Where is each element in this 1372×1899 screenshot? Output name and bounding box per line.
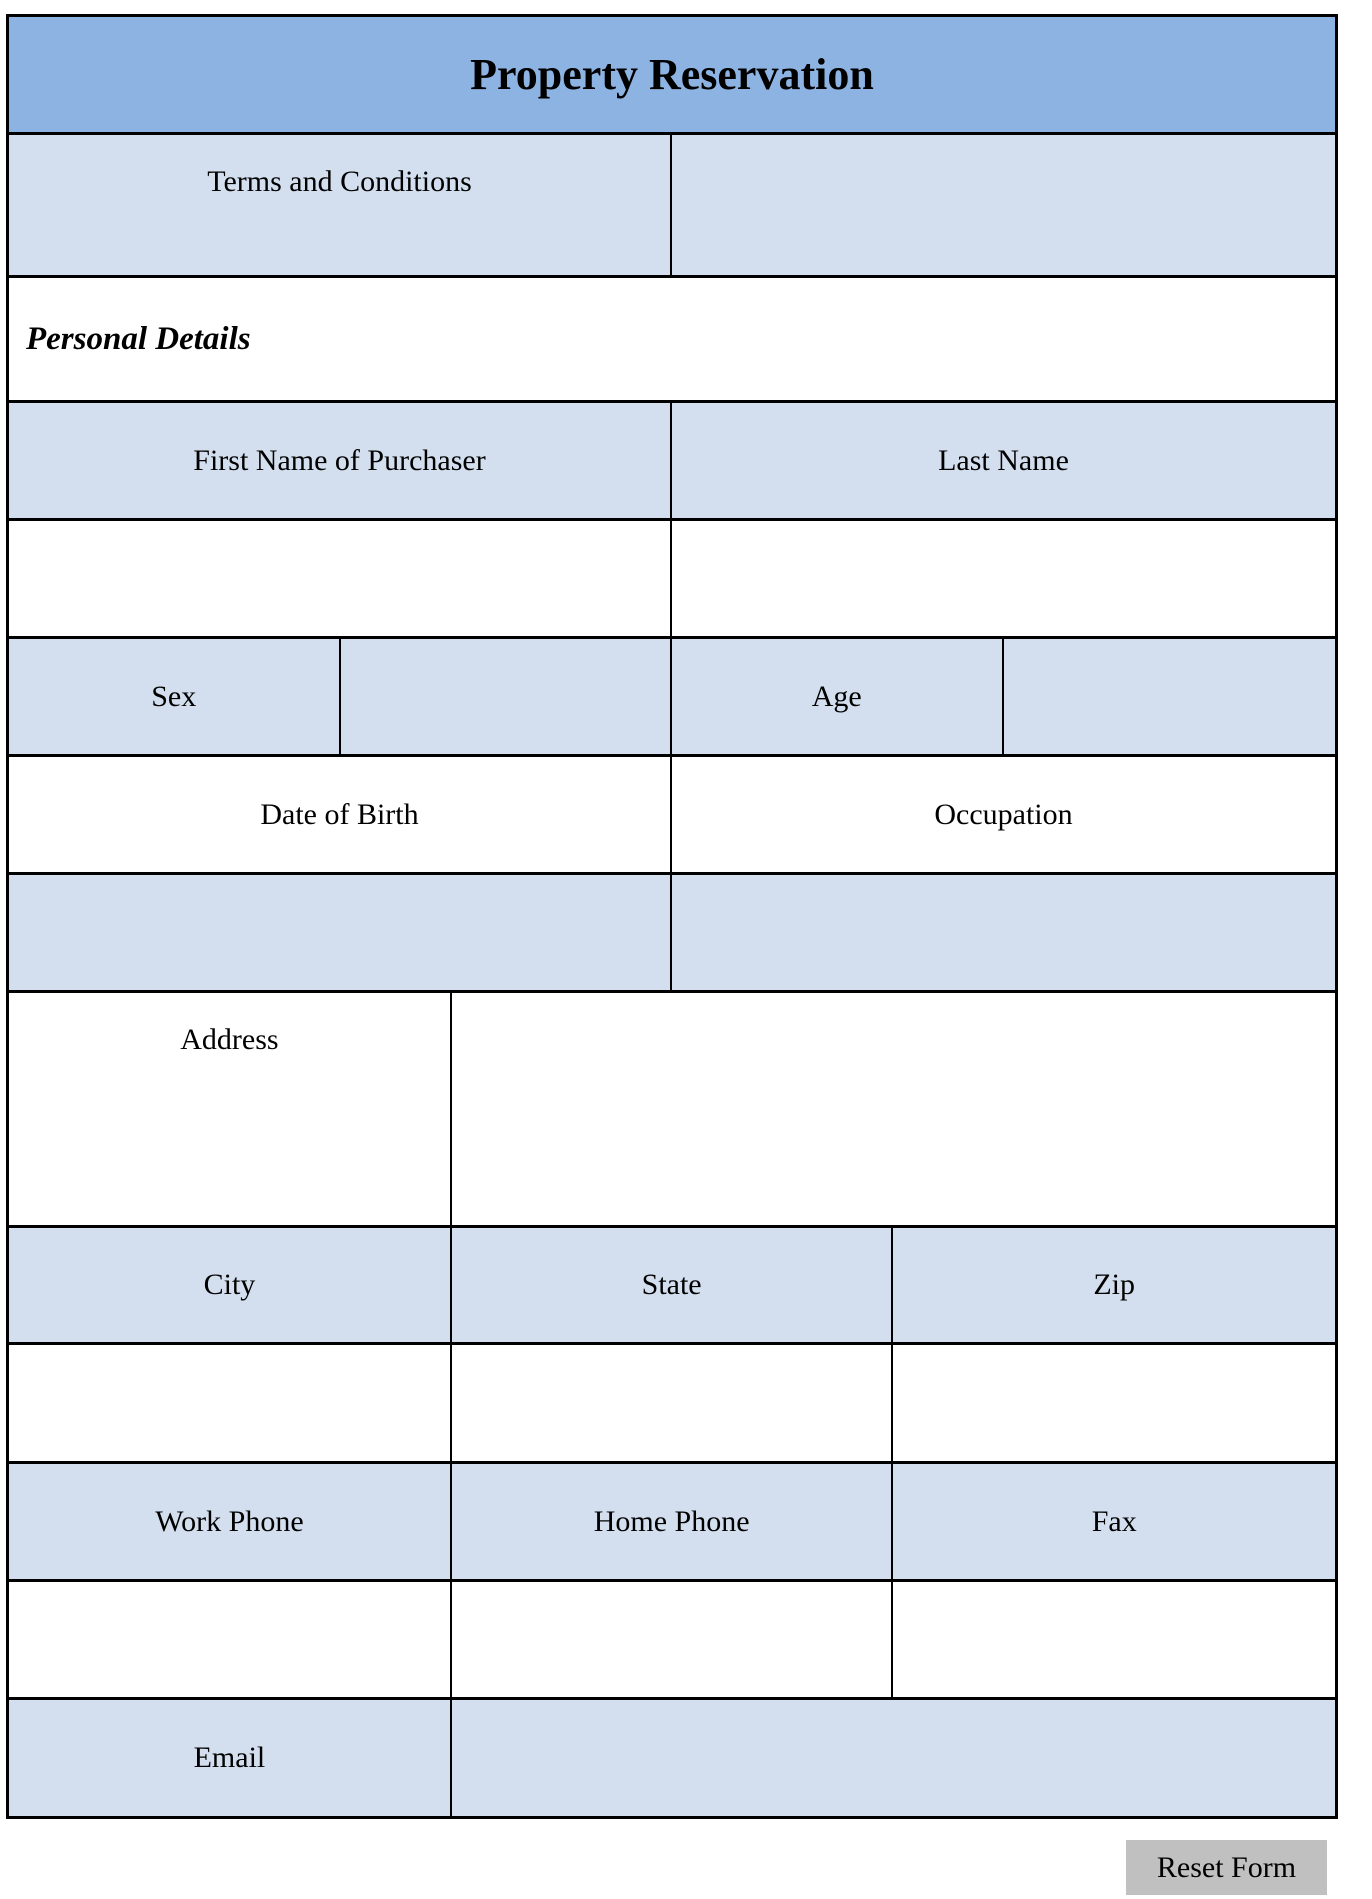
home-phone-label: Home Phone [452, 1464, 894, 1579]
dob-occupation-header-row [6, 757, 1338, 875]
location-header-row [6, 1228, 1338, 1345]
phone-input-row [6, 1582, 1338, 1700]
work-phone-cell[interactable] [9, 1582, 452, 1697]
email-row [6, 1700, 1338, 1819]
phone-header-row [6, 1464, 1338, 1582]
address-row [6, 993, 1338, 1228]
state-label: State [452, 1228, 894, 1342]
terms-field-cell[interactable] [672, 135, 1335, 275]
city-cell[interactable] [9, 1345, 452, 1461]
form-title: Property Reservation [9, 17, 1335, 132]
zip-cell[interactable] [893, 1345, 1335, 1461]
section-heading-personal-details: Personal Details [9, 278, 1335, 400]
fax-label: Fax [893, 1464, 1335, 1579]
terms-row [6, 135, 1338, 278]
sex-label: Sex [9, 639, 341, 754]
state-cell[interactable] [452, 1345, 894, 1461]
age-label: Age [672, 639, 1004, 754]
first-name-label: First Name of Purchaser [9, 403, 672, 518]
zip-label: Zip [893, 1228, 1335, 1342]
city-label: City [9, 1228, 452, 1342]
occupation-label: Occupation [672, 757, 1335, 872]
address-cell[interactable] [452, 993, 1335, 1225]
name-input-row [6, 521, 1338, 639]
email-cell[interactable] [452, 1700, 1335, 1816]
dob-occupation-input-row [6, 875, 1338, 993]
work-phone-label: Work Phone [9, 1464, 452, 1579]
city-input[interactable] [9, 1345, 450, 1461]
first-name-cell[interactable] [9, 521, 672, 636]
title-row [6, 14, 1338, 135]
reset-form-button[interactable]: Reset Form [1126, 1840, 1327, 1895]
email-input[interactable] [452, 1700, 1335, 1816]
terms-label: Terms and Conditions [9, 135, 672, 275]
date-of-birth-input[interactable] [9, 875, 670, 990]
address-input[interactable] [452, 993, 1335, 1225]
last-name-label: Last Name [672, 403, 1335, 518]
work-phone-input[interactable] [9, 1582, 450, 1697]
sex-age-row [6, 639, 1338, 757]
email-label: Email [9, 1700, 452, 1816]
property-reservation-form [6, 14, 1338, 1819]
fax-cell[interactable] [893, 1582, 1335, 1697]
date-of-birth-label: Date of Birth [9, 757, 672, 872]
state-input[interactable] [452, 1345, 892, 1461]
personal-details-row [6, 278, 1338, 403]
terms-input[interactable] [672, 135, 1335, 275]
home-phone-cell[interactable] [452, 1582, 894, 1697]
address-label: Address [9, 993, 452, 1225]
sex-input[interactable] [341, 639, 671, 754]
last-name-input[interactable] [672, 521, 1335, 636]
first-name-input[interactable] [9, 521, 670, 636]
age-input[interactable] [1004, 639, 1336, 754]
sex-cell[interactable] [341, 639, 673, 754]
fax-input[interactable] [893, 1582, 1335, 1697]
age-cell[interactable] [1004, 639, 1336, 754]
occupation-input[interactable] [672, 875, 1335, 990]
last-name-cell[interactable] [672, 521, 1335, 636]
location-input-row [6, 1345, 1338, 1464]
zip-input[interactable] [893, 1345, 1335, 1461]
name-header-row [6, 403, 1338, 521]
occupation-cell[interactable] [672, 875, 1335, 990]
date-of-birth-cell[interactable] [9, 875, 672, 990]
home-phone-input[interactable] [452, 1582, 892, 1697]
